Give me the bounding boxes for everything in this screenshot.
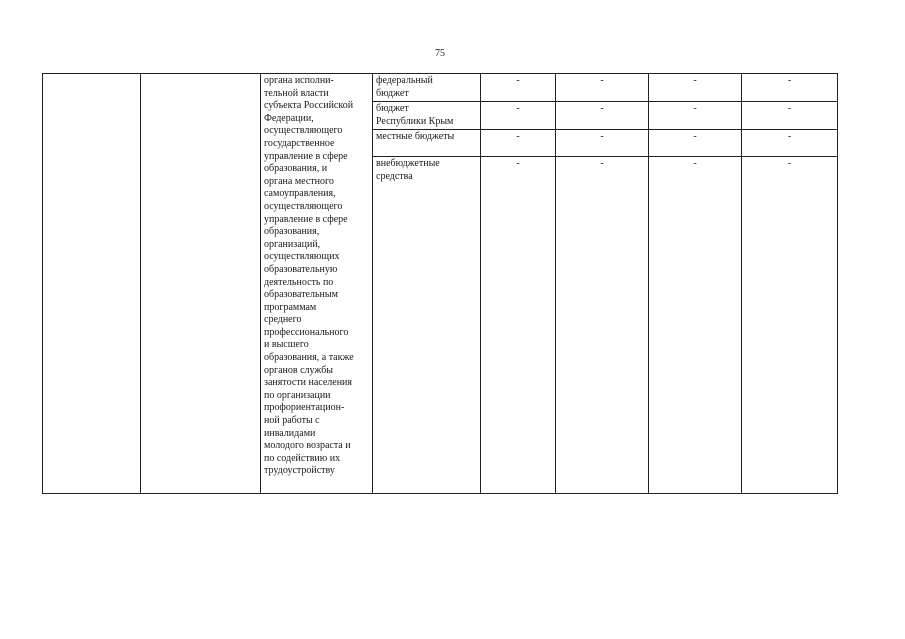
value-cell: - xyxy=(742,74,838,102)
funding-source: местные бюджеты xyxy=(373,130,481,157)
funding-source: федеральный бюджет xyxy=(373,74,481,102)
value-cell: - xyxy=(742,130,838,157)
value-cell: - xyxy=(481,102,556,130)
value-cell: - xyxy=(649,102,742,130)
col2-cell xyxy=(141,74,261,494)
value-cell: - xyxy=(556,157,649,494)
value-cell: - xyxy=(649,130,742,157)
value-cell: - xyxy=(556,74,649,102)
funding-source: внебюджетные средства xyxy=(373,157,481,494)
page-number: 75 xyxy=(435,48,445,59)
value-cell: - xyxy=(649,74,742,102)
value-cell: - xyxy=(556,102,649,130)
value-cell: - xyxy=(481,157,556,494)
value-cell: - xyxy=(556,130,649,157)
value-cell: - xyxy=(481,74,556,102)
value-cell: - xyxy=(481,130,556,157)
program-table xyxy=(42,73,838,494)
table-row xyxy=(43,74,838,102)
col1-cell xyxy=(43,74,141,494)
measure-description: органа исполни- тельной власти субъекта Российской Федерации, осуществляющего государственное управление в сфере образования, и органа местного самоуправления, осуществляющего управление в сфере образования, организаций, осуществляющих образовательную деятельность по образовательным программам среднего профессионального и высшего образования, а также органов службы занятости населения по организации профориентацион- ной работы с инвалидами молодого возраста и по содействию их трудоустройству xyxy=(261,74,373,494)
value-cell: - xyxy=(649,157,742,494)
value-cell: - xyxy=(742,102,838,130)
funding-source: бюджет Республики Крым xyxy=(373,102,481,130)
value-cell: - xyxy=(742,157,838,494)
